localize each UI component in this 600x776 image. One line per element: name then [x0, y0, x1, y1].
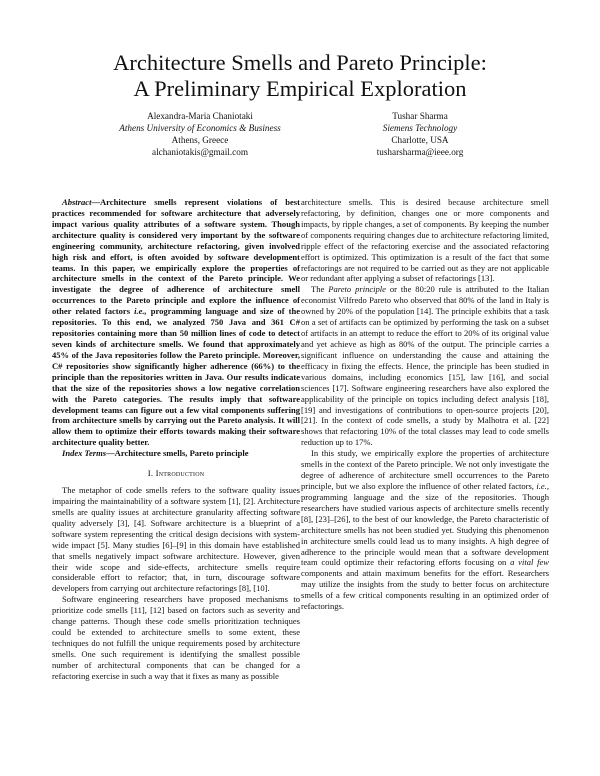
pareto-text-a: The — [311, 284, 329, 295]
vital-few-term: a vital few — [510, 557, 550, 568]
study-text-a: In this study, we empirically explore the properties of architecture smells in the context of the Pareto principle. We not only investigate the degree of adherence of architecture smell occurrences to the Pareto principle, but we also explore the influence of other related factors, — [301, 448, 549, 491]
author-location: Charlotte, USA — [391, 135, 449, 145]
author-name: Tushar Sharma — [392, 111, 448, 121]
study-text-c: components and attain maximum benefits for the effort. Researchers may utilize the insights from the study to better focus on architecture smells of a few critical components resulting in an optimized order of refactorings. — [301, 568, 549, 612]
left-column — [52, 197, 300, 682]
abstract-text: —Architecture smells represent violations of best practices recommended for software architecture that adversely impact various quality attributes of a software system. Though architecture quality is considered very important by the software engineering community, architecture refactoring, given involved high risk and effort, is often avoided by software development teams. In this paper, we empirically explore the properties of architecture smells in the context of the Pareto principle. We investigate the degree of adherence of architecture smell occurrences to the Pareto principle and explore the influence of other related factors — [52, 197, 300, 317]
right-paragraph-3 — [301, 448, 549, 612]
author-location: Athens, Greece — [171, 135, 229, 145]
author-name: Alexandra-Maria Chaniotaki — [147, 111, 253, 121]
abstract — [52, 197, 300, 448]
author-block-1 — [100, 110, 300, 158]
author-affiliation: Siemens Technology — [382, 123, 458, 133]
author-email: alchaniotakis@gmail.com — [152, 147, 248, 157]
abstract-text-2: programming language and size of the repositories. To this end, we analyzed 750 Java and 361 C# repositories containing more than 50 million lines of code to detect seven kinds of architecture smells. We found that approximately 45% of the Java repositories follow the Pareto principle. Moreover, C# repositories show significantly higher adherence (66%) to the principle than the repositories written in Java. Our results indicate that the size of the repositories shows a low negative correlation with the Pareto categories. The results imply that software development teams can figure out a few vital components suffering from architecture smells by carrying out the Pareto analysis. It will allow them to optimize their efforts towards making their software architecture quality better. — [52, 306, 300, 448]
abstract-label: Abstract — [62, 197, 92, 207]
pareto-text-b: or the 80:20 rule is attributed to the Italian economist Vilfredo Pareto who observed that 80% of the land in Italy is owned by 20% of the population [14]. The principle exhibits that a task on a set of artifacts can be optimized by performing the task on a subset of artifacts in an attempt to reduce the effort to 20% of its original value and yet achieve as high as 80% of the output. The principle carries a significant influence on understanding the cause and attaining the efficacy in fixing the effects. Hence, the principle has been studied in various domains, including economics [15], law [16], and social sciences [17]. Software engineering researchers have also explored the applicability of the principle on topics including defect analysis [18], [19] and investigations of contributions to open-source projects [20], [21]. In the context of code smells, a study by Malhotra et al. [22] shows that refactoring 10% of the total classes may lead to code smells reduction up to 17%. — [301, 284, 549, 448]
index-terms-label: Index Terms — [62, 448, 107, 459]
section-heading-introduction: I. Introduction — [147, 468, 205, 479]
right-paragraph-2 — [301, 284, 549, 448]
index-terms-text: —Architecture smells, Pareto principle — [106, 448, 249, 459]
intro-paragraph-2: Software engineering researchers have proposed mechanisms to prioritize code smells [11], [12] based on factors such as severity and change patterns. Though these code smells prioritization techniques could be extended to architecture smells to some extent, these techniques do not fulfill the unique requirements posed by architecture smells. One such requirement is identifying the smallest possible number of architectural components that can be changed for a refactoring exercise in such a way that it fixes as many as possible — [52, 594, 300, 681]
title-line-1: Architecture Smells and Pareto Principle: — [113, 50, 487, 75]
index-terms — [52, 448, 300, 459]
paper-title — [40, 50, 560, 102]
author-block-2 — [330, 110, 510, 158]
right-column — [301, 197, 549, 612]
abstract-ie: i.e., — [134, 306, 147, 317]
right-paragraph-1: architecture smells. This is desired because architecture smell refactoring, by definition, changes one or more components and impacts, by ripple changes, a set of components. By keeping the number of components requiring changes due to architecture refactoring limited, ripple effect of the refactoring exercise and the associated refactoring effort is optimized. This optimization is a result of the fact that some refactorings are not required to be carried out as they are not applicable or redundant after applying a subset of refactorings [13]. — [301, 197, 549, 284]
author-email: tusharsharma@ieee.org — [376, 147, 464, 157]
study-ie: i.e., — [536, 480, 549, 491]
study-text-b: programming language and the size of the repositories. Though researchers have studied various aspects of architecture smells recently [8], [23]–[26], to the best of our knowledge, the Pareto characteristic of architecture smells has not been studied yet. Studying this phenomenon in architecture smells could lead us to many insights. A high degree of adherence to the principle would mean that a software development team could optimize their refactoring efforts focusing on — [301, 491, 549, 568]
intro-paragraph-1: The metaphor of code smells refers to the software quality issues impairing the maintainability of a software system [1], [2]. Architecture smells are quality issues at architecture granularity affecting software quality adversely [3], [4]. Software architecture is a blueprint of a software system representing the critical design decisions with system-wide impact [5]. Many studies [6]–[9] in this domain have established that smells negatively impact software architecture. However, given their wide scope and side-effects, architecture smells require considerable effort to refactor; that, in turn, discourage software developers from carrying out architecture refactorings [8], [10]. — [52, 485, 300, 594]
author-affiliation: Athens University of Economics & Business — [119, 123, 281, 133]
title-line-2: A Preliminary Empirical Exploration — [133, 76, 467, 101]
pareto-principle-term: Pareto principle — [328, 284, 386, 295]
